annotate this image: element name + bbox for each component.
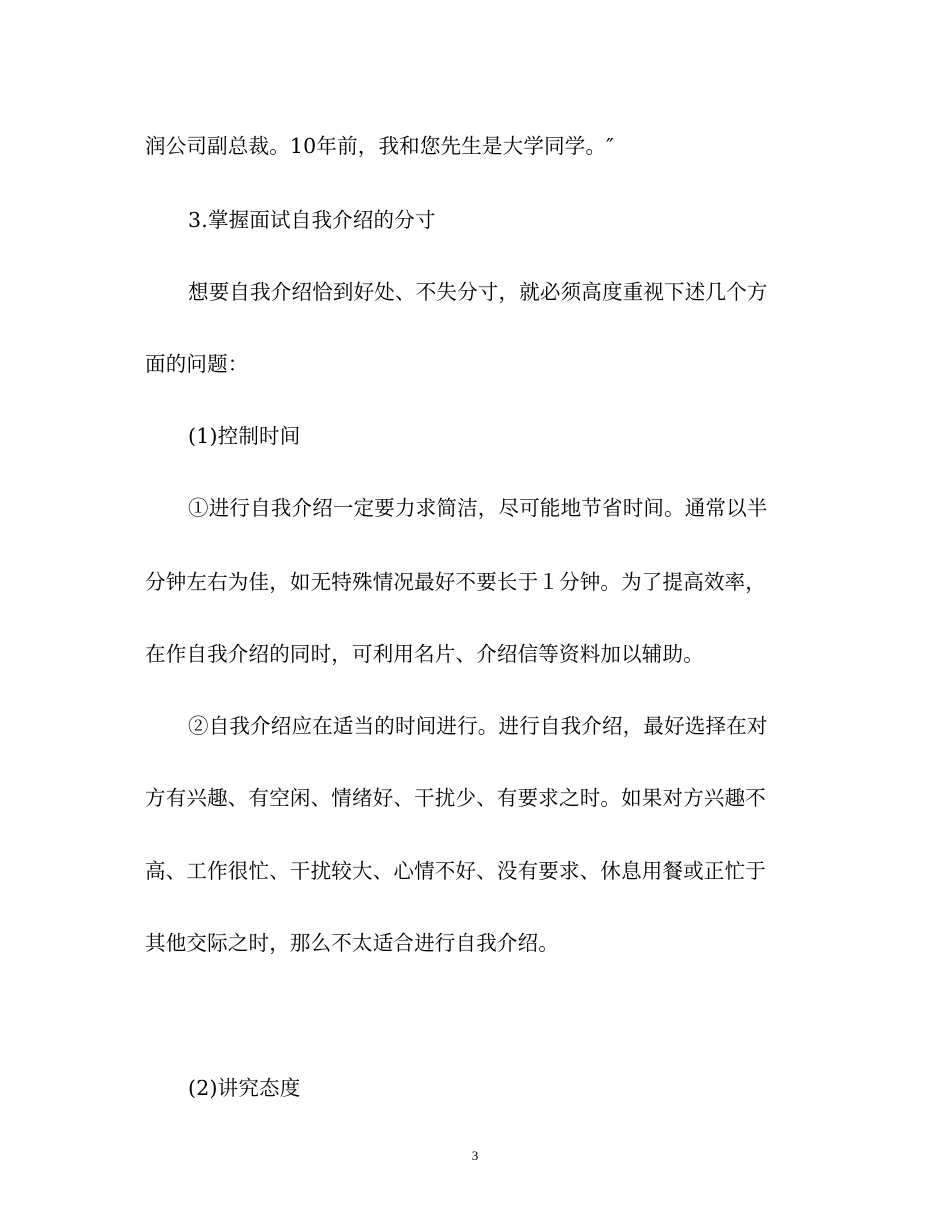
text-line-1: 润公司副总裁。10年前，我和您先生是大学同学。″	[145, 134, 615, 158]
text-line-6: ①进行自我介绍一定要力求简洁，尽可能地节省时间。通常以半	[188, 496, 768, 520]
subheading-control-time: (1)控制时间	[188, 424, 301, 448]
section-heading-3: 3.掌握面试自我介绍的分寸	[188, 208, 436, 232]
text-line-10: 方有兴趣、有空闲、情绪好、干扰少、有要求之时。如果对方兴趣不	[145, 786, 766, 810]
text-line-12: 其他交际之时，那么不太适合进行自我介绍。	[145, 931, 559, 955]
text-line-4: 面的问题：	[145, 352, 249, 376]
page-number: 3	[471, 1148, 479, 1163]
text-line-3: 想要自我介绍恰到好处、不失分寸，就必须高度重视下述几个方	[188, 280, 768, 304]
subheading-attitude: (2)讲究态度	[188, 1076, 301, 1100]
text-line-9: ②自我介绍应在适当的时间进行。进行自我介绍，最好选择在对	[188, 714, 768, 738]
text-line-11: 高、工作很忙、干扰较大、心情不好、没有要求、休息用餐或正忙于	[145, 859, 766, 883]
text-line-8: 在作自我介绍的同时，可利用名片、介绍信等资料加以辅助。	[145, 642, 704, 666]
text-line-7: 分钟左右为佳，如无特殊情况最好不要长于１分钟。为了提高效率，	[145, 570, 766, 594]
